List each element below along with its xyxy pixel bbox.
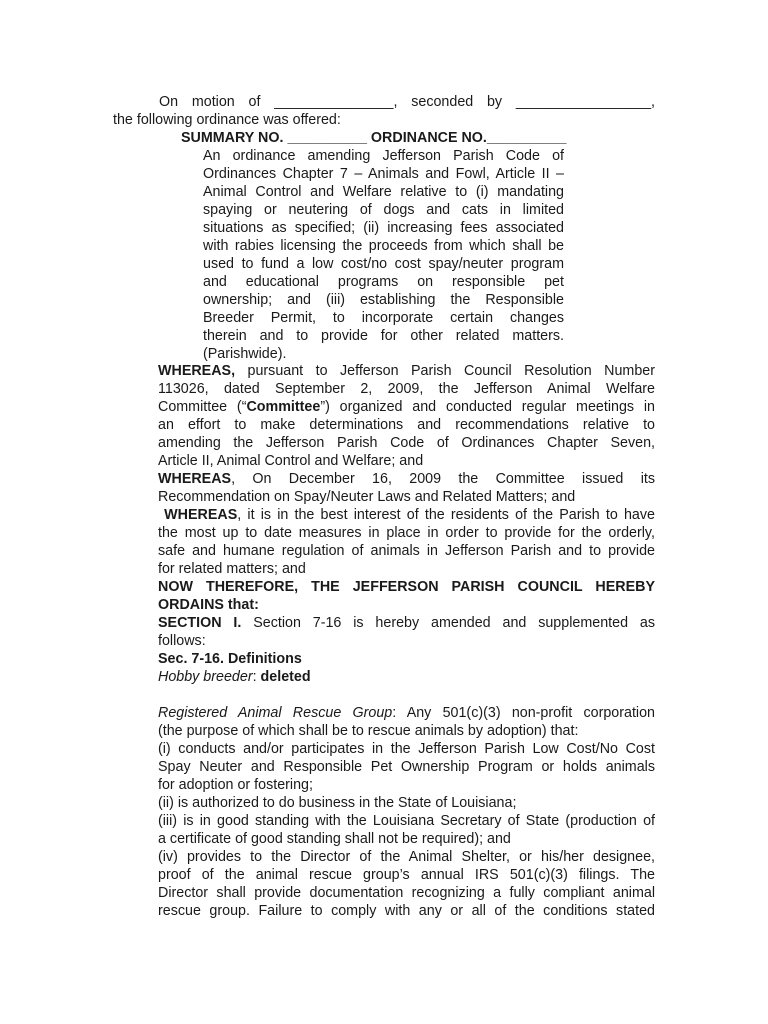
section-i-paragraph: [158, 614, 655, 650]
now-therefore-clause: [158, 578, 655, 614]
whereas-text: amending the Jefferson Parish Code of Ordinances Chapter Seven,: [158, 435, 655, 451]
abstract-line: spaying or neutering of dogs and cats in limited: [203, 202, 564, 218]
condition-item: (iv) provides to the Director of the Animal Shelter, or his/her designee,: [158, 849, 655, 865]
whereas-text: , On December 16, 2009 the Committee issued its: [231, 471, 655, 487]
section-text: Section 7-16 is hereby amended and supplemented as: [241, 615, 655, 631]
now-therefore-line: NOW THEREFORE, THE JEFFERSON PARISH COUNCIL HEREBY: [158, 579, 655, 595]
abstract-line: ownership; and (iii) establishing the Responsible: [203, 292, 564, 308]
now-therefore-line: ORDAINS that:: [158, 597, 259, 613]
section-text: follows:: [158, 633, 206, 649]
whereas-text: the most up to date measures in place in order to provide for the orderly,: [158, 525, 655, 541]
motion-line: On motion of _______________, seconded by _________________,: [159, 94, 655, 110]
condition-item: for adoption or fostering;: [158, 777, 313, 793]
whereas-label: WHEREAS,: [158, 363, 236, 379]
condition-item: proof of the animal rescue group’s annual IRS 501(c)(3) filings. The: [158, 867, 655, 883]
abstract-line: and educational programs on responsible pet: [203, 274, 564, 290]
condition-item: (ii) is authorized to do business in the State of Louisiana;: [158, 795, 517, 811]
condition-item: rescue group. Failure to comply with any or all of the conditions stated: [158, 903, 655, 919]
whereas-text: 113026, dated September 2, 2009, the Jefferson Animal Welfare: [158, 381, 655, 397]
definition-text: : Any 501(c)(3) non-profit corporation: [392, 705, 655, 721]
definition-term: Registered Animal Rescue Group: [158, 705, 393, 721]
ordinance-abstract: [203, 147, 564, 363]
summary-ordinance-heading: SUMMARY NO. __________ ORDINANCE NO.__________: [181, 130, 567, 146]
whereas-text: for related matters; and: [158, 561, 306, 577]
condition-item: a certificate of good standing shall not be required); and: [158, 831, 511, 847]
definition-text: (the purpose of which shall be to rescue animals by adoption) that:: [158, 723, 579, 739]
abstract-line: Ordinances Chapter 7 – Animals and Fowl, Article II –: [203, 166, 564, 182]
whereas-paragraph-2: [158, 470, 655, 506]
whereas-text: Article II, Animal Control and Welfare; and: [158, 453, 424, 469]
whereas-text: Committee (“: [158, 399, 247, 415]
rescue-group-definition: [158, 704, 655, 920]
condition-item: Director shall provide documentation recognizing a fully compliant animal: [158, 885, 655, 901]
motion-block: [113, 93, 655, 129]
offered-line: the following ordinance was offered:: [113, 112, 341, 128]
whereas-text: an effort to make determinations and recommendations relative to: [158, 417, 655, 433]
whereas-label: WHEREAS: [158, 471, 232, 487]
hobby-breeder-definition: Hobby breeder: deleted: [158, 669, 311, 685]
condition-item: (i) conducts and/or participates in the Jefferson Parish Low Cost/No Cost: [158, 741, 655, 757]
abstract-line: situations as specified; (ii) increasing fees associated: [203, 220, 564, 236]
condition-item: Spay Neuter and Responsible Pet Ownership Program or holds animals: [158, 759, 655, 775]
abstract-line: (Parishwide).: [203, 346, 287, 362]
whereas-label: WHEREAS: [158, 507, 238, 523]
abstract-line: An ordinance amending Jefferson Parish Code of: [203, 148, 564, 164]
whereas-text: safe and humane regulation of animals in Jefferson Parish and to provide: [158, 543, 655, 559]
abstract-line: therein and to provide for other related matters.: [203, 328, 564, 344]
whereas-text: , it is in the best interest of the residents of the Parish to have: [237, 507, 655, 523]
abstract-line: with rabies licensing the proceeds from which shall be: [203, 238, 564, 254]
deleted-marker: deleted: [260, 669, 311, 685]
abstract-line: Animal Control and Welfare relative to (i) mandating: [203, 184, 564, 200]
committee-term: Committee: [246, 399, 321, 415]
whereas-text: Recommendation on Spay/Neuter Laws and Related Matters; and: [158, 489, 576, 505]
section-label: SECTION I.: [158, 615, 242, 631]
whereas-text: ”) organized and conducted regular meetings in: [320, 399, 655, 415]
whereas-text: pursuant to Jefferson Parish Council Resolution Number: [235, 363, 655, 379]
whereas-paragraph-1: [158, 362, 655, 470]
whereas-paragraph-3: [158, 506, 655, 578]
condition-item: (iii) is in good standing with the Louisiana Secretary of State (production of: [158, 813, 655, 829]
definition-term: Hobby breeder: [158, 669, 253, 685]
ordinance-body: [158, 362, 655, 920]
section-heading: Sec. 7-16. Definitions: [158, 651, 302, 667]
abstract-line: used to fund a low cost/no cost spay/neuter program: [203, 256, 564, 272]
abstract-line: Breeder Permit, to incorporate certain changes: [203, 310, 564, 326]
